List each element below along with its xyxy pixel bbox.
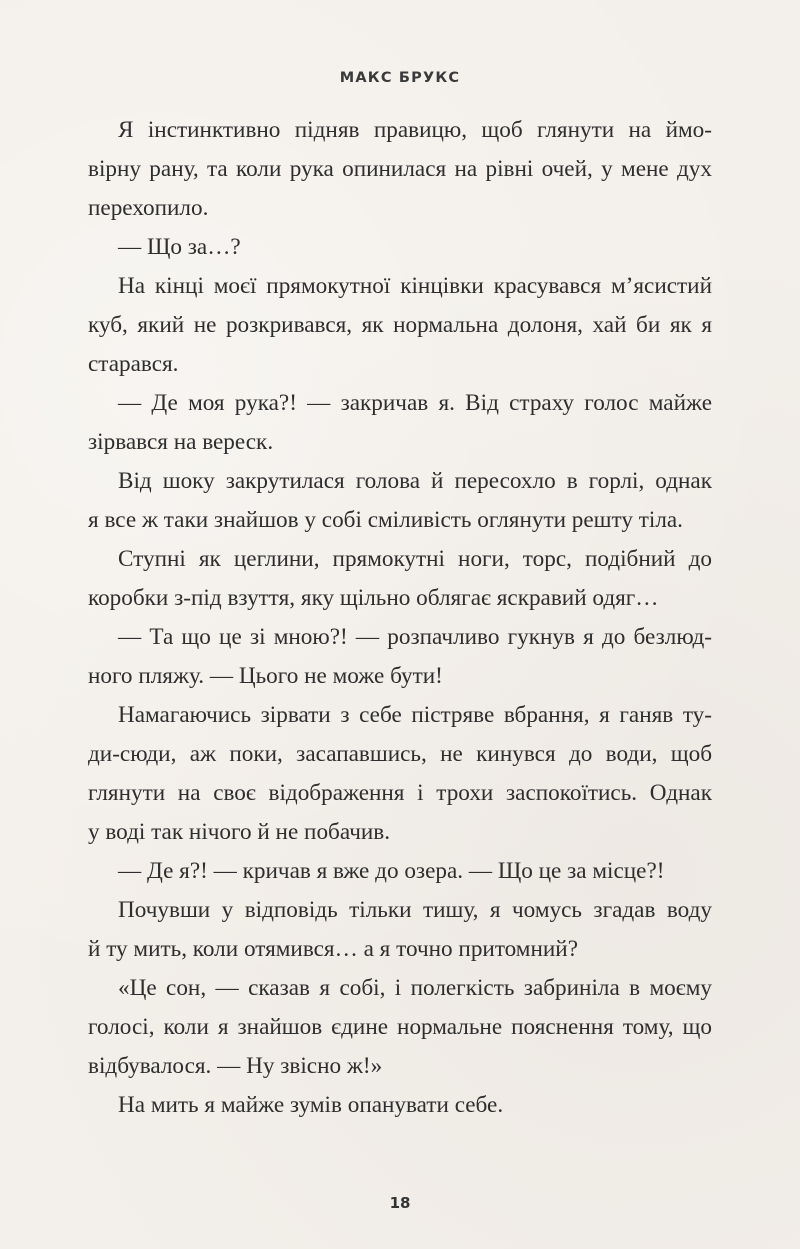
text-line: «Це сон, — сказав я собі, і полегкість забриніла в моєму (118, 975, 712, 1001)
paragraph (88, 891, 712, 969)
running-head-author: МАКС БРУКС (339, 70, 461, 86)
text-line: Ступні як цеглини, прямокутні ноги, торс, подібний до (118, 546, 712, 572)
text-line: Намагаючись зірвати з себе пістряве вбрання, я ганяв ту- (118, 702, 712, 728)
body-text (88, 111, 712, 1125)
text-line: — Та що це зі мною?! — розпачливо гукнув я до безлюд- (118, 624, 712, 650)
text-line: відбувалося. — Ну звісно ж!» (88, 1053, 383, 1079)
paragraph (88, 1086, 712, 1125)
text-line: я все ж таки знайшов у собі сміливість оглянути решту тіла. (88, 507, 683, 533)
text-line: — Що за…? (118, 234, 241, 260)
text-line: вірну рану, та коли рука опинилася на рівні очей, у мене дух (88, 156, 712, 182)
text-line: Я інстинктивно підняв правицю, щоб глянути на ймо- (118, 117, 712, 143)
paragraph (88, 267, 712, 384)
text-line: коробки з-під взуття, яку щільно облягає яскравий одяг… (88, 585, 659, 611)
text-line: На кінці моєї прямокутної кінцівки красувався м’ясистий (118, 273, 712, 299)
text-line: Почувши у відповідь тільки тишу, я чомусь згадав воду (118, 897, 712, 923)
paragraph (88, 696, 712, 852)
text-line: перехопило. (88, 195, 209, 221)
paragraph (88, 540, 712, 618)
text-line: зірвався на вереск. (88, 429, 274, 455)
text-line: й ту мить, коли отямився… а я точно притомний? (88, 936, 578, 962)
text-line: голосі, коли я знайшов єдине нормальне пояснення тому, що (88, 1014, 712, 1040)
page-number: 18 (389, 1194, 411, 1212)
text-line: — Де моя рука?! — закричав я. Від страху голос майже (118, 390, 712, 416)
paragraph (88, 852, 712, 891)
paragraph (88, 618, 712, 696)
paragraph (88, 111, 712, 228)
text-line: у воді так нічого й не побачив. (88, 819, 391, 845)
text-line: старався. (88, 351, 179, 377)
paragraph (88, 228, 712, 267)
text-line: ди-сюди, аж поки, засапавшись, не кинувся до води, щоб (88, 741, 712, 767)
text-line: Від шоку закрутилася голова й пересохло в горлі, однак (118, 468, 712, 494)
text-line: глянути на своє відображення і трохи заспокоїтись. Однак (88, 780, 712, 806)
text-line: На мить я майже зумів опанувати себе. (118, 1092, 504, 1118)
paragraph (88, 384, 712, 462)
paragraph (88, 969, 712, 1086)
text-line: ного пляжу. — Цього не може бути! (88, 663, 443, 689)
paragraph (88, 462, 712, 540)
text-line: куб, який не розкривався, як нормальна долоня, хай би як я (88, 312, 712, 338)
text-line: — Де я?! — кричав я вже до озера. — Що це за місце?! (118, 858, 665, 884)
